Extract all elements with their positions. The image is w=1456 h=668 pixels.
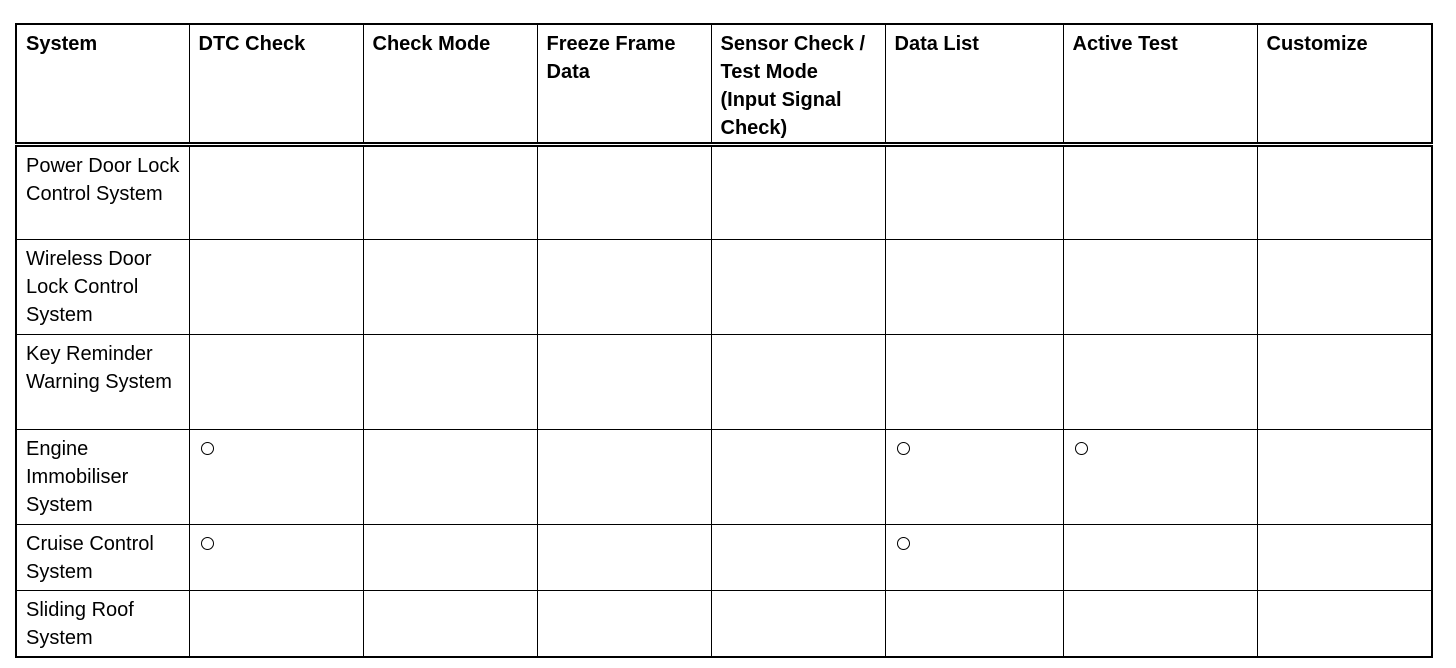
support-cell <box>1063 145 1257 240</box>
table-body <box>16 145 1432 657</box>
support-cell <box>711 591 885 657</box>
system-name-cell: Cruise Control System <box>16 525 189 591</box>
table-row <box>16 525 1432 591</box>
header-freeze-frame-data: Freeze Frame Data <box>537 24 711 145</box>
supported-circle-icon <box>897 537 910 550</box>
header-dtc-check: DTC Check <box>189 24 363 145</box>
support-cell <box>363 430 537 525</box>
table-row <box>16 591 1432 657</box>
system-name-cell: Sliding Roof System <box>16 591 189 657</box>
support-cell <box>363 145 537 240</box>
support-cell <box>885 591 1063 657</box>
header-system: System <box>16 24 189 145</box>
supported-circle-icon <box>897 442 910 455</box>
support-cell <box>885 430 1063 525</box>
header-row <box>16 24 1432 145</box>
support-cell <box>711 335 885 430</box>
table-row <box>16 240 1432 335</box>
support-cell <box>1063 430 1257 525</box>
table-row <box>16 430 1432 525</box>
supported-circle-icon <box>1075 442 1088 455</box>
support-cell <box>885 525 1063 591</box>
support-cell <box>1257 240 1432 335</box>
system-name-cell: Key Reminder Warning System <box>16 335 189 430</box>
supported-circle-icon <box>201 537 214 550</box>
support-cell <box>537 145 711 240</box>
support-cell <box>189 240 363 335</box>
support-cell <box>885 335 1063 430</box>
support-cell <box>363 335 537 430</box>
support-cell <box>1063 525 1257 591</box>
support-cell <box>1257 430 1432 525</box>
table-row <box>16 145 1432 240</box>
system-name-cell: Wireless Door Lock Control System <box>16 240 189 335</box>
support-cell <box>189 430 363 525</box>
support-cell <box>885 145 1063 240</box>
support-cell <box>1063 591 1257 657</box>
support-cell <box>1257 145 1432 240</box>
support-cell <box>363 525 537 591</box>
support-cell <box>189 591 363 657</box>
support-cell <box>537 335 711 430</box>
header-active-test: Active Test <box>1063 24 1257 145</box>
support-cell <box>189 335 363 430</box>
support-cell <box>1063 240 1257 335</box>
support-cell <box>537 240 711 335</box>
support-cell <box>885 240 1063 335</box>
header-check-mode: Check Mode <box>363 24 537 145</box>
support-cell <box>537 525 711 591</box>
support-cell <box>711 430 885 525</box>
table-row <box>16 335 1432 430</box>
support-cell <box>189 145 363 240</box>
diagnostic-function-table <box>15 23 1433 658</box>
support-cell <box>363 591 537 657</box>
support-cell <box>1257 335 1432 430</box>
system-name-cell: Power Door Lock Control System <box>16 145 189 240</box>
supported-circle-icon <box>201 442 214 455</box>
support-cell <box>1257 591 1432 657</box>
system-name-cell: Engine Immobiliser System <box>16 430 189 525</box>
header-data-list: Data List <box>885 24 1063 145</box>
support-cell <box>1257 525 1432 591</box>
support-cell <box>711 240 885 335</box>
support-cell <box>711 525 885 591</box>
support-cell <box>537 430 711 525</box>
support-cell <box>1063 335 1257 430</box>
support-cell <box>363 240 537 335</box>
support-cell <box>189 525 363 591</box>
header-sensor-check: Sensor Check / Test Mode (Input Signal Check) <box>711 24 885 145</box>
header-customize: Customize <box>1257 24 1432 145</box>
support-cell <box>537 591 711 657</box>
support-cell <box>711 145 885 240</box>
